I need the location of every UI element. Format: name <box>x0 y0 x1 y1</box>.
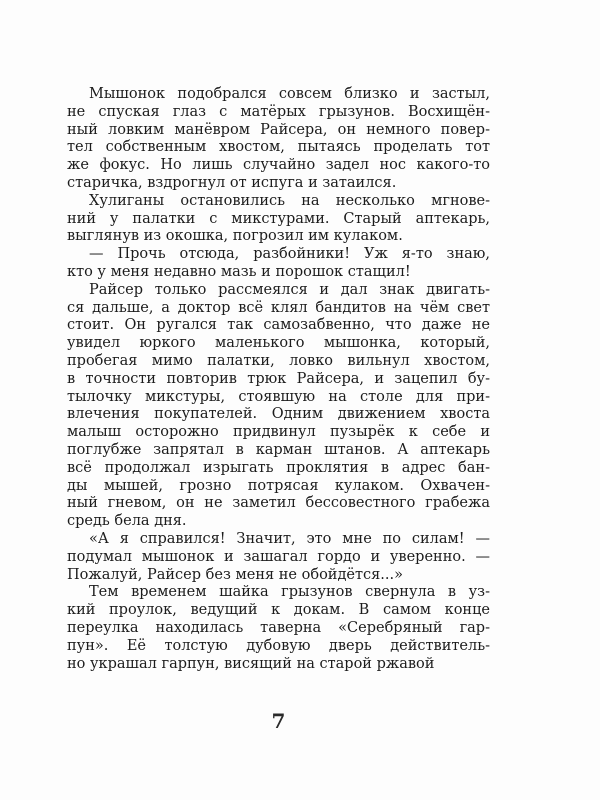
text-line: влечения покупателей. Одним движением хвоста <box>67 406 490 423</box>
text-line: не спуская глаз с матёрых грызунов. Восхищён- <box>67 103 490 120</box>
text-line: ный ловким манёвром Райсера, он немного повер- <box>67 121 490 138</box>
text-line: но украшал гарпун, висящий на старой ржавой <box>67 655 435 672</box>
text-line: старичка, вздрогнул от испуга и затаился. <box>67 174 397 191</box>
text-line: Мышонок подобрался совсем близко и застыл, <box>89 86 490 102</box>
text-line: ний у палатки с микстурами. Старый аптекарь, <box>67 210 490 227</box>
text-line: ный гневом, он не заметил бессовестного грабежа <box>67 495 490 512</box>
paragraph <box>67 531 490 584</box>
text-line: кто у меня недавно мазь и порошок стащил! <box>67 263 411 280</box>
paragraph <box>67 86 490 193</box>
text-line: пун». Её толстую дубовую дверь действитель- <box>67 637 490 654</box>
text-line: Райсер только рассмеялся и дал знак двигать- <box>89 281 490 298</box>
paragraph <box>67 246 490 282</box>
text-line: увидел юркого маленького мышонка, который, <box>67 335 490 352</box>
paragraph <box>67 193 490 246</box>
paragraph <box>67 282 490 531</box>
text-line: ся дальше, а доктор всё клял бандитов на чём свет <box>67 299 490 316</box>
text-line: Тем временем шайка грызунов свернула в уз- <box>89 584 490 601</box>
text-line: всё продолжал изрыгать проклятия в адрес бан- <box>67 459 490 476</box>
paragraph <box>67 584 490 673</box>
text-line: выглянув из окошка, погрозил им кулаком. <box>67 228 403 245</box>
text-line: Хулиганы остановились на несколько мгнове- <box>89 192 490 209</box>
text-line: малыш осторожно придвинул пузырёк к себе и <box>67 424 490 441</box>
text-line: стоит. Он ругался так самозабвенно, что даже не <box>67 317 490 334</box>
text-line: «А я справился! Значит, это мне по силам! — <box>89 530 490 547</box>
text-line: подумал мышонок и зашагал гордо и уверенно. — <box>67 548 490 565</box>
text-line: тел собственным хвостом, пытаясь проделать тот <box>67 139 490 156</box>
text-line: же фокус. Но лишь случайно задел нос какого-то <box>67 157 490 174</box>
text-line: Пожалуй, Райсер без меня не обойдётся...» <box>67 566 403 583</box>
text-line: — Прочь отсюда, разбойники! Уж я-то знаю, <box>89 246 490 263</box>
text-line: пробегая мимо палатки, ловко вильнул хвостом, <box>67 352 490 369</box>
text-line: кий проулок, ведущий к докам. В самом конце <box>67 602 490 619</box>
text-line: поглубже запрятал в карман штанов. А аптекарь <box>67 441 490 458</box>
page-text <box>67 86 490 673</box>
text-line: переулка находилась таверна «Серебряный гар- <box>67 619 490 636</box>
text-line: ды мышей, грозно потрясая кулаком. Охвачен- <box>67 477 490 494</box>
text-line: в точности повторив трюк Райсера, и зацепил бу- <box>67 370 490 387</box>
page-number: 7 <box>271 709 286 733</box>
text-line: тылочку микстуры, стоявшую на столе для при- <box>67 388 490 405</box>
text-line: средь бела дня. <box>67 513 187 530</box>
